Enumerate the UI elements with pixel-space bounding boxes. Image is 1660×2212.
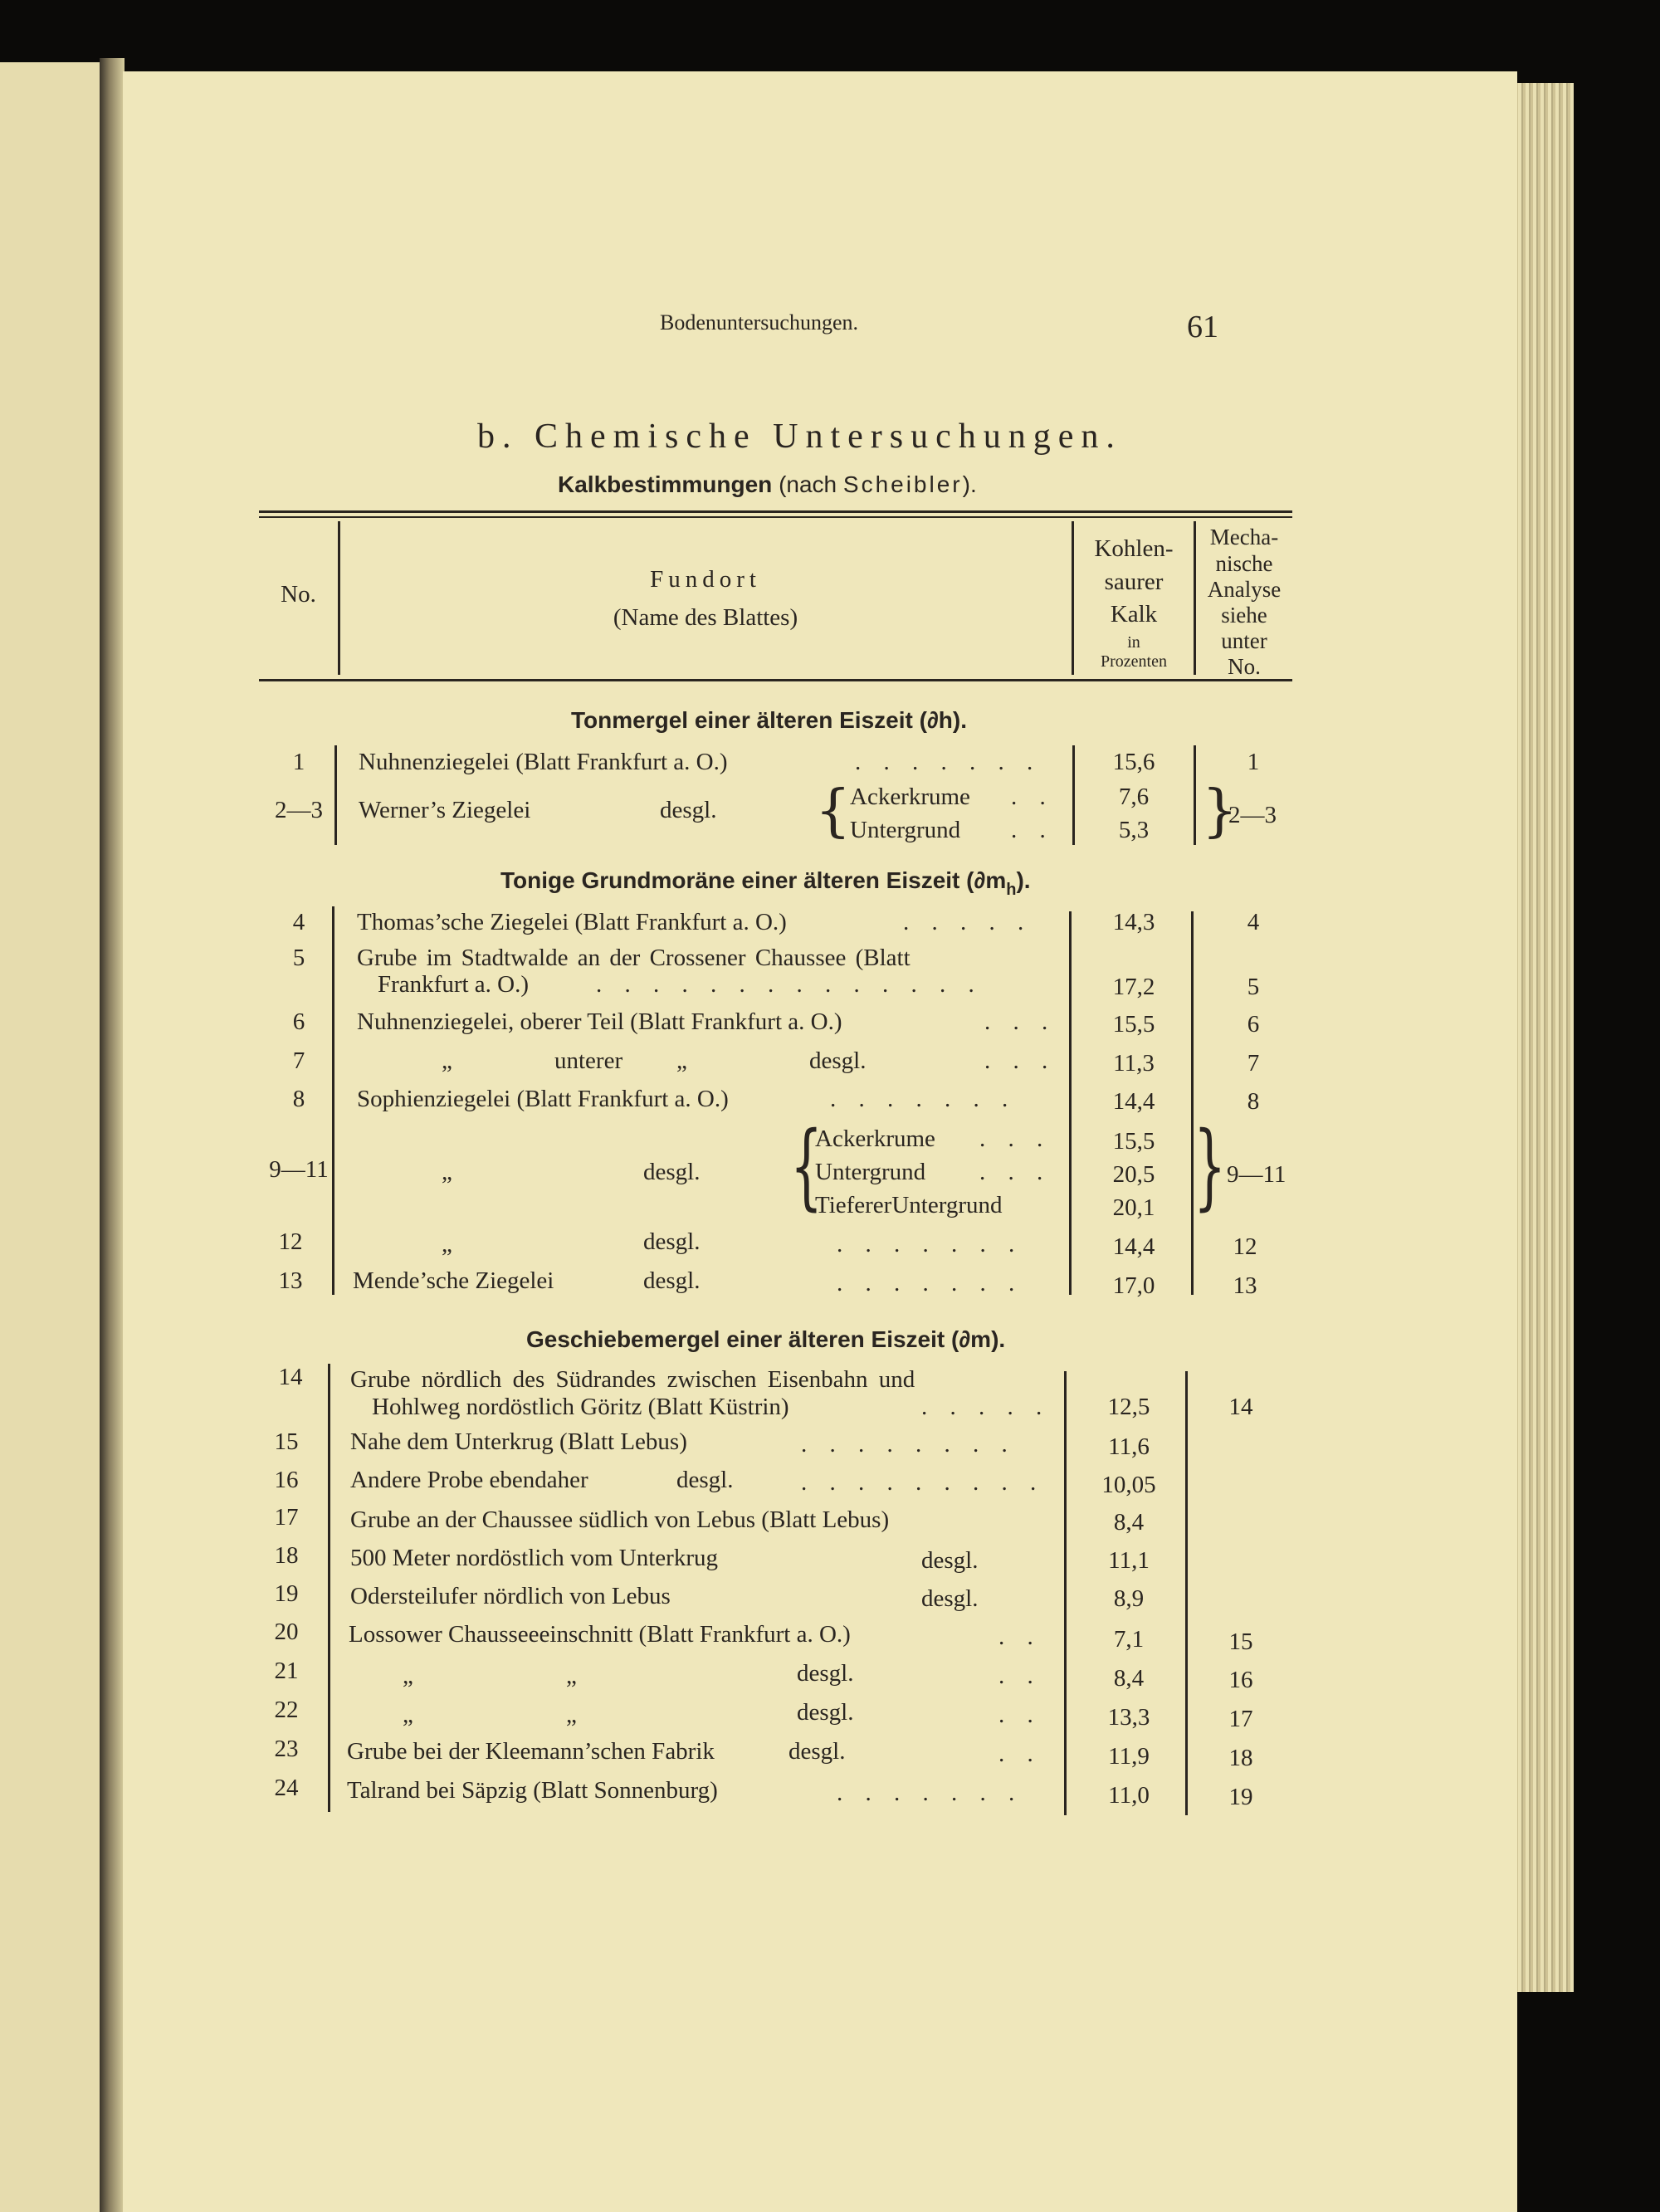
section-heading-2-sub: h <box>1006 881 1017 899</box>
row-7-name: unterer <box>554 1047 623 1074</box>
row-24-name: Talrand bei Säpzig (Blatt Sonnenburg) <box>347 1777 718 1804</box>
row-4-name: Thomas’sche Ziegelei (Blatt Frankfurt a. O.) <box>357 909 787 935</box>
row-18-no: 18 <box>274 1542 299 1569</box>
row-8-name: Sophienziegelei (Blatt Frankfurt a. O.) <box>357 1086 729 1112</box>
col-header-mech-3: Analyse <box>1207 577 1282 602</box>
row-13-name: Mende’sche Ziegelei <box>353 1267 554 1294</box>
section-heading-2-main: Tonige Grundmoräne einer älteren Eiszeit (∂m <box>500 867 1007 893</box>
col-header-kalk-2: saurer <box>1104 569 1164 595</box>
row-18-desgl: desgl. <box>921 1547 979 1574</box>
row-13-no: 13 <box>278 1267 303 1294</box>
row-21-ditto-2: „ <box>566 1663 577 1689</box>
row-14-no: 14 <box>278 1364 303 1390</box>
body-vline-c3 <box>1185 1371 1188 1815</box>
row-8-no: 8 <box>292 1086 305 1112</box>
row-22-ditto-2: „ <box>566 1702 577 1728</box>
row-15-no: 15 <box>274 1428 299 1455</box>
row-5-dots: . . . . . . . . . . . . . . <box>596 971 983 998</box>
section-heading-2-end: ). <box>1016 867 1031 893</box>
row-5-no: 5 <box>292 945 305 971</box>
row-2-3-value-1: 7,6 <box>1118 784 1150 810</box>
row-2-3-value-2: 5,3 <box>1118 817 1150 843</box>
subtitle-name: Scheibler <box>842 471 963 497</box>
col-header-no: No. <box>281 581 316 608</box>
facing-page-edge <box>0 62 106 2212</box>
row-23-mech: 18 <box>1228 1745 1253 1771</box>
row-17-name: Grube an der Chaussee südlich von Lebus (Blatt Lebus) <box>350 1506 890 1533</box>
row-12-desgl: desgl. <box>643 1228 701 1255</box>
row-14-name-2: Hohlweg nordöstlich Göritz (Blatt Küstrin) <box>372 1394 789 1420</box>
brace-icon: { <box>790 1112 823 1220</box>
row-15-name: Nahe dem Unterkrug (Blatt Lebus) <box>350 1428 687 1455</box>
running-head: Bodenuntersuchungen. <box>660 310 859 334</box>
row-2-3-sub2-dots: . . <box>1011 817 1054 843</box>
row-8-value: 14,4 <box>1112 1088 1155 1115</box>
row-20-value: 7,1 <box>1113 1626 1145 1653</box>
subtitle-open: (nach <box>779 471 843 497</box>
row-4-no: 4 <box>292 909 305 935</box>
row-24-dots: . . . . . . . <box>837 1780 1023 1806</box>
row-5-mech: 5 <box>1247 974 1260 1000</box>
row-13-dots: . . . . . . . <box>837 1270 1023 1296</box>
row-16-name: Andere Probe ebendaher <box>350 1467 588 1493</box>
row-17-no: 17 <box>274 1504 299 1531</box>
row-7-desgl: desgl. <box>809 1047 867 1074</box>
body-vline-c2 <box>1191 911 1194 1295</box>
row-5-name-1: Grube im Stadtwalde an der Crossener Chaussee (Blatt <box>357 945 911 971</box>
row-1-mech: 1 <box>1247 749 1260 775</box>
row-12-value: 14,4 <box>1112 1233 1155 1260</box>
brace-icon: } <box>1202 779 1238 844</box>
row-13-value: 17,0 <box>1112 1272 1155 1299</box>
row-9-11-value-2: 20,5 <box>1112 1161 1155 1188</box>
row-22-no: 22 <box>274 1697 299 1723</box>
row-7-no: 7 <box>292 1047 305 1074</box>
row-2-3-sub2: Untergrund <box>850 817 961 843</box>
row-18-name: 500 Meter nordöstlich vom Unterkrug <box>350 1545 718 1571</box>
col-header-kalk-3: Kalk <box>1110 601 1158 627</box>
subtitle-bold: Kalkbestimmungen <box>558 471 773 497</box>
section-title: b. Chemische Untersuchungen. <box>477 417 1122 456</box>
col-header-mech-6: No. <box>1228 654 1261 679</box>
row-7-mech: 7 <box>1247 1050 1260 1077</box>
body-vline-c1 <box>1194 745 1196 845</box>
row-14-name-1: Grube nördlich des Südrandes zwischen Eisenbahn und <box>350 1366 915 1393</box>
row-21-value: 8,4 <box>1113 1665 1145 1692</box>
row-13-mech: 13 <box>1233 1272 1257 1299</box>
row-2-3-desgl: desgl. <box>660 797 717 823</box>
row-16-desgl: desgl. <box>676 1467 734 1493</box>
row-22-ditto: „ <box>403 1702 413 1728</box>
row-24-mech: 19 <box>1228 1784 1253 1810</box>
header-vline-1 <box>338 521 340 675</box>
row-15-dots: . . . . . . . . <box>801 1431 1016 1458</box>
row-1-value: 15,6 <box>1112 749 1155 775</box>
row-8-dots: . . . . . . . <box>830 1086 1017 1112</box>
row-1-no: 1 <box>292 749 305 775</box>
col-header-fundort: Fundort <box>650 566 761 593</box>
row-9-11-sub1: Ackerkrume <box>815 1126 935 1152</box>
row-4-dots: . . . . . <box>903 909 1033 935</box>
row-6-name: Nuhnenziegelei, oberer Teil (Blatt Frankfurt a. O.) <box>357 1008 842 1035</box>
row-9-11-sub2: Untergrund <box>815 1159 926 1185</box>
row-20-mech: 15 <box>1228 1628 1253 1655</box>
row-19-value: 8,9 <box>1113 1585 1145 1612</box>
top-rule-1 <box>259 510 1292 513</box>
top-rule-2 <box>259 516 1292 518</box>
row-4-value: 14,3 <box>1112 909 1155 935</box>
row-6-mech: 6 <box>1247 1011 1260 1038</box>
row-13-desgl: desgl. <box>643 1267 701 1294</box>
row-9-11-sub2-dots: . . . <box>979 1159 1052 1185</box>
row-9-11-ditto: „ <box>442 1159 452 1185</box>
section-heading-1: Tonmergel einer älteren Eiszeit (∂h). <box>571 707 967 733</box>
col-header-mech-5: unter <box>1221 628 1267 653</box>
row-9-11-mech: 9—11 <box>1227 1161 1286 1188</box>
row-7-dots: . . . <box>984 1047 1057 1074</box>
row-7-ditto: „ <box>442 1047 452 1074</box>
row-14-mech: 14 <box>1228 1394 1253 1420</box>
row-5-value: 17,2 <box>1112 974 1155 1000</box>
col-header-mech-2: nische <box>1215 551 1273 576</box>
row-19-no: 19 <box>274 1580 299 1607</box>
section-heading-3: Geschiebemergel einer älteren Eiszeit (∂m). <box>526 1326 1006 1352</box>
row-9-11-desgl: desgl. <box>643 1159 701 1185</box>
row-9-11-sub1-dots: . . . <box>979 1126 1052 1152</box>
row-22-value: 13,3 <box>1107 1704 1150 1731</box>
row-21-ditto: „ <box>403 1663 413 1689</box>
row-8-mech: 8 <box>1247 1088 1260 1115</box>
row-21-dots: . . <box>998 1663 1042 1689</box>
row-20-no: 20 <box>274 1619 299 1645</box>
row-23-desgl: desgl. <box>788 1738 846 1765</box>
book-gutter <box>100 58 124 2212</box>
row-16-dots: . . . . . . . . . <box>801 1469 1045 1496</box>
col-header-fundort-sub: (Name des Blattes) <box>613 604 798 631</box>
row-2-3-sub1-dots: . . <box>1011 784 1054 810</box>
row-16-no: 16 <box>274 1467 299 1493</box>
row-2-3-no: 2—3 <box>275 797 323 823</box>
row-18-value: 11,1 <box>1108 1547 1150 1574</box>
row-23-name: Grube bei der Kleemann’schen Fabrik <box>347 1738 715 1765</box>
row-7-value: 11,3 <box>1113 1050 1155 1077</box>
row-19-desgl: desgl. <box>921 1585 979 1612</box>
row-15-value: 11,6 <box>1108 1433 1150 1460</box>
row-12-mech: 12 <box>1233 1233 1257 1260</box>
row-14-value: 12,5 <box>1107 1394 1150 1420</box>
body-vline-b2 <box>1069 911 1072 1295</box>
row-21-no: 21 <box>274 1658 299 1684</box>
row-6-no: 6 <box>292 1008 305 1035</box>
col-header-kalk-4: in <box>1127 633 1140 652</box>
row-12-dots: . . . . . . . <box>837 1231 1023 1257</box>
row-12-no: 12 <box>278 1228 303 1255</box>
row-23-no: 23 <box>274 1736 299 1762</box>
col-header-kalk-1: Kohlen- <box>1094 535 1174 562</box>
row-22-desgl: desgl. <box>797 1699 854 1726</box>
row-6-value: 15,5 <box>1112 1011 1155 1038</box>
page-number: 61 <box>1187 310 1218 344</box>
row-23-value: 11,9 <box>1108 1743 1150 1770</box>
row-2-3-sub1: Ackerkrume <box>850 784 970 810</box>
row-9-11-value-1: 15,5 <box>1112 1128 1155 1155</box>
page-edges <box>1516 83 1574 1992</box>
body-vline-b1 <box>1072 745 1075 845</box>
row-17-value: 8,4 <box>1113 1509 1145 1536</box>
row-22-dots: . . <box>998 1702 1042 1728</box>
row-9-11-no: 9—11 <box>269 1156 329 1183</box>
header-bottom-rule <box>259 679 1292 681</box>
row-24-no: 24 <box>274 1775 299 1801</box>
brace-icon: { <box>815 779 852 844</box>
row-21-mech: 16 <box>1228 1667 1253 1693</box>
col-header-mech-1: Mecha- <box>1209 525 1279 549</box>
row-2-3-name: Werner’s Ziegelei <box>359 797 531 823</box>
row-22-mech: 17 <box>1228 1706 1253 1732</box>
row-9-11-value-3: 20,1 <box>1112 1194 1155 1221</box>
row-9-11-sub3: TiefererUntergrund <box>815 1192 1003 1218</box>
brace-icon: } <box>1194 1112 1227 1220</box>
table-subtitle <box>558 471 977 498</box>
row-20-name: Lossower Chausseeeinschnitt (Blatt Frankfurt a. O.) <box>349 1621 851 1648</box>
row-21-desgl: desgl. <box>797 1660 854 1687</box>
col-header-mech-4: siehe <box>1221 603 1267 627</box>
row-5-name-2: Frankfurt a. O.) <box>378 971 530 998</box>
row-14-dots: . . . . . <box>921 1394 1051 1420</box>
subtitle-close: ). <box>962 471 977 497</box>
row-16-value: 10,05 <box>1101 1472 1156 1498</box>
row-20-dots: . . <box>998 1624 1042 1650</box>
section-heading-2 <box>500 867 1031 900</box>
row-4-mech: 4 <box>1247 909 1260 935</box>
row-6-dots: . . . <box>984 1008 1057 1035</box>
col-header-kalk-5: Prozenten <box>1101 652 1167 671</box>
body-vline-b3 <box>1064 1371 1067 1815</box>
row-1-dots: . . . . . . . <box>855 749 1042 775</box>
row-1-name: Nuhnenziegelei (Blatt Frankfurt a. O.) <box>359 749 728 775</box>
row-12-ditto: „ <box>442 1231 452 1257</box>
row-19-name: Odersteilufer nördlich von Lebus <box>350 1583 671 1609</box>
row-23-dots: . . <box>998 1741 1042 1767</box>
row-2-3-mech: 2—3 <box>1228 802 1277 828</box>
row-24-value: 11,0 <box>1108 1782 1150 1809</box>
row-7-ditto-2: „ <box>676 1047 687 1074</box>
